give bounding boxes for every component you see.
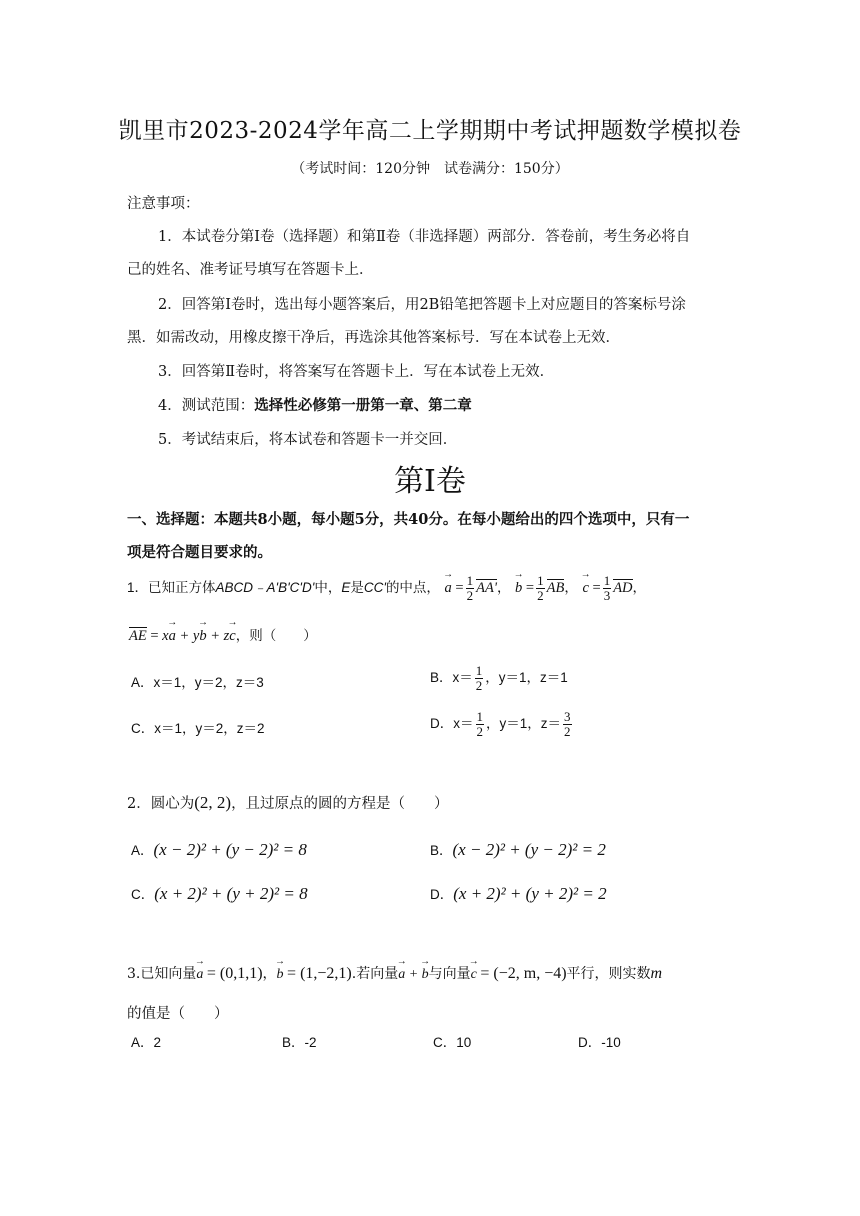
q2-option-a-equation: (x − 2)² + (y − 2)² = 8 <box>153 840 307 859</box>
q1-point-e: E <box>341 579 351 595</box>
q1-text: 中， <box>314 579 342 595</box>
q2-option-d-equation: (x + 2)² + (y + 2)² = 2 <box>453 884 607 903</box>
part-heading: 一、选择题：本题共8小题，每小题5分，共40分。在每小题给出的四个选项中，只有一 <box>127 511 690 528</box>
q3-variable-m: m <box>650 965 663 982</box>
q3-vector-a-value: = (0,1,1) <box>206 965 263 982</box>
q3-vector-b: → b <box>277 967 288 982</box>
notice-2-cont: 黑．如需改动，用橡皮擦干净后，再选涂其他答案标号．写在本试卷上无效． <box>127 330 620 346</box>
q1-text: 的中点， <box>385 579 440 595</box>
section-title: 第Ⅰ卷 <box>394 464 466 499</box>
exam-info: （考试时间：120分钟 试卷满分：150分） <box>291 161 569 177</box>
question-3-option-c: C．10 <box>433 1035 472 1050</box>
question-3-option-a: A．2 <box>131 1035 162 1050</box>
question-3-stem-cont: 的值是（ ） <box>127 1006 229 1022</box>
q1-vector-a: → a = $\frac{1}{2}$ AA' <box>445 580 497 596</box>
q2-center: (2, 2) <box>194 793 232 812</box>
q2-text: ，且过原点的圆的方程是（ ） <box>231 796 449 812</box>
q3-text: 平行，则实数 <box>566 966 651 982</box>
q2-option-label: A． <box>131 843 154 858</box>
question-1-option-c: C．x＝1，y＝2，z＝2 <box>131 721 265 736</box>
notice-4-prefix: 4．测试范围： <box>158 398 255 414</box>
q1-cube: ABCD﹣A'B'C'D' <box>215 579 315 595</box>
q1-vector-ae: AE = x→ a + y→ b + z→ c <box>129 628 236 644</box>
q3-vector-c: → c <box>471 967 481 982</box>
q1-text: 1．已知正方体 <box>127 579 216 595</box>
page-title: 凯里市2023-2024学年高二上学期期中考试押题数学模拟卷 <box>118 118 742 144</box>
notice-heading: 注意事项： <box>127 196 200 212</box>
question-2-option-c <box>131 883 308 904</box>
question-1-option-d: D．x＝ $\frac{1}{2}$ ，y＝1，z＝ $\frac{3}{2}$ <box>430 709 571 739</box>
question-3-option-d: D．-10 <box>578 1035 621 1050</box>
question-2-option-b <box>430 839 606 860</box>
notice-5: 5．考试结束后，将本试卷和答题卡一并交回． <box>158 432 458 448</box>
q1-option-d-text: ，y＝1，z＝ <box>486 716 562 732</box>
q3-vector-b-value: = (1,−2,1) <box>287 965 352 982</box>
q1-vector-c: → c = $\frac{1}{3}$ AD <box>582 580 632 596</box>
q2-option-c-equation: (x + 2)² + (y + 2)² = 8 <box>154 884 308 903</box>
q3-vector-a: → a <box>196 967 207 982</box>
q2-option-label: B． <box>430 843 453 858</box>
question-2-stem <box>127 792 449 813</box>
notice-4 <box>158 394 472 415</box>
q1-option-b-text: ，y＝1，z＝1 <box>485 670 568 686</box>
question-3-option-b: B．-2 <box>282 1035 317 1050</box>
q1-option-d-text: D．x＝ <box>430 716 474 732</box>
q3-vector-c-value: = (−2, m, −4) <box>480 965 567 982</box>
part-heading-cont: 项是符合题目要求的。 <box>127 544 272 561</box>
q3-text: .若向量 <box>351 966 399 982</box>
q2-option-b-equation: (x − 2)² + (y − 2)² = 2 <box>452 840 606 859</box>
q1-text: 是 <box>350 579 364 595</box>
notice-2: 2．回答第Ⅰ卷时，选出每小题答案后，用2B铅笔把答题卡上对应题目的答案标号涂 <box>158 297 686 313</box>
question-1-stem: 1．已知正方体ABCD﹣A'B'C'D'中，E是CC'的中点， → a = $\frac{1}{2}$ AA'， → b = $\frac{1}{2}$ AB， → c = $\frac{1}{3}$ AD， <box>127 574 646 603</box>
q2-option-label: D． <box>430 887 454 902</box>
q2-text: 2．圆心为 <box>127 796 195 812</box>
notice-4-scope: 选择性必修第一册第一章、第二章 <box>254 397 472 414</box>
notice-1-cont: 己的姓名、准考证号填写在答题卡上． <box>127 262 374 278</box>
q2-option-label: C． <box>131 887 155 902</box>
q1-vector-b: → b = $\frac{1}{2}$ AB <box>515 580 564 596</box>
question-1-option-a: A．x＝1，y＝2，z＝3 <box>131 675 264 690</box>
q3-text: 与向量 <box>428 966 471 982</box>
q3-text: 3.已知向量 <box>127 966 197 982</box>
notice-3: 3．回答第Ⅱ卷时，将答案写在答题卡上．写在本试卷上无效． <box>158 364 555 380</box>
question-1-expression <box>129 624 317 645</box>
question-1-option-b: B．x＝ $\frac{1}{2}$ ，y＝1，z＝1 <box>430 663 568 693</box>
question-3-stem: 3.已知向量→ a = (0,1,1)，→ b = (1,−2,1).若向量→ a + → b与向量→ c = (−2, m, −4)平行，则实数m <box>127 963 662 983</box>
q3-vector-sum: → a + → b <box>398 967 428 982</box>
q1-tail: ，则（ ） <box>235 628 317 643</box>
question-2-option-d <box>430 883 607 904</box>
question-2-option-a <box>131 839 307 860</box>
notice-1: 1．本试卷分第Ⅰ卷（选择题）和第Ⅱ卷（非选择题）两部分．答卷前，考生务必将自 <box>158 229 691 245</box>
q1-edge: CC' <box>363 579 386 595</box>
q1-option-b-text: B．x＝ <box>430 670 473 686</box>
